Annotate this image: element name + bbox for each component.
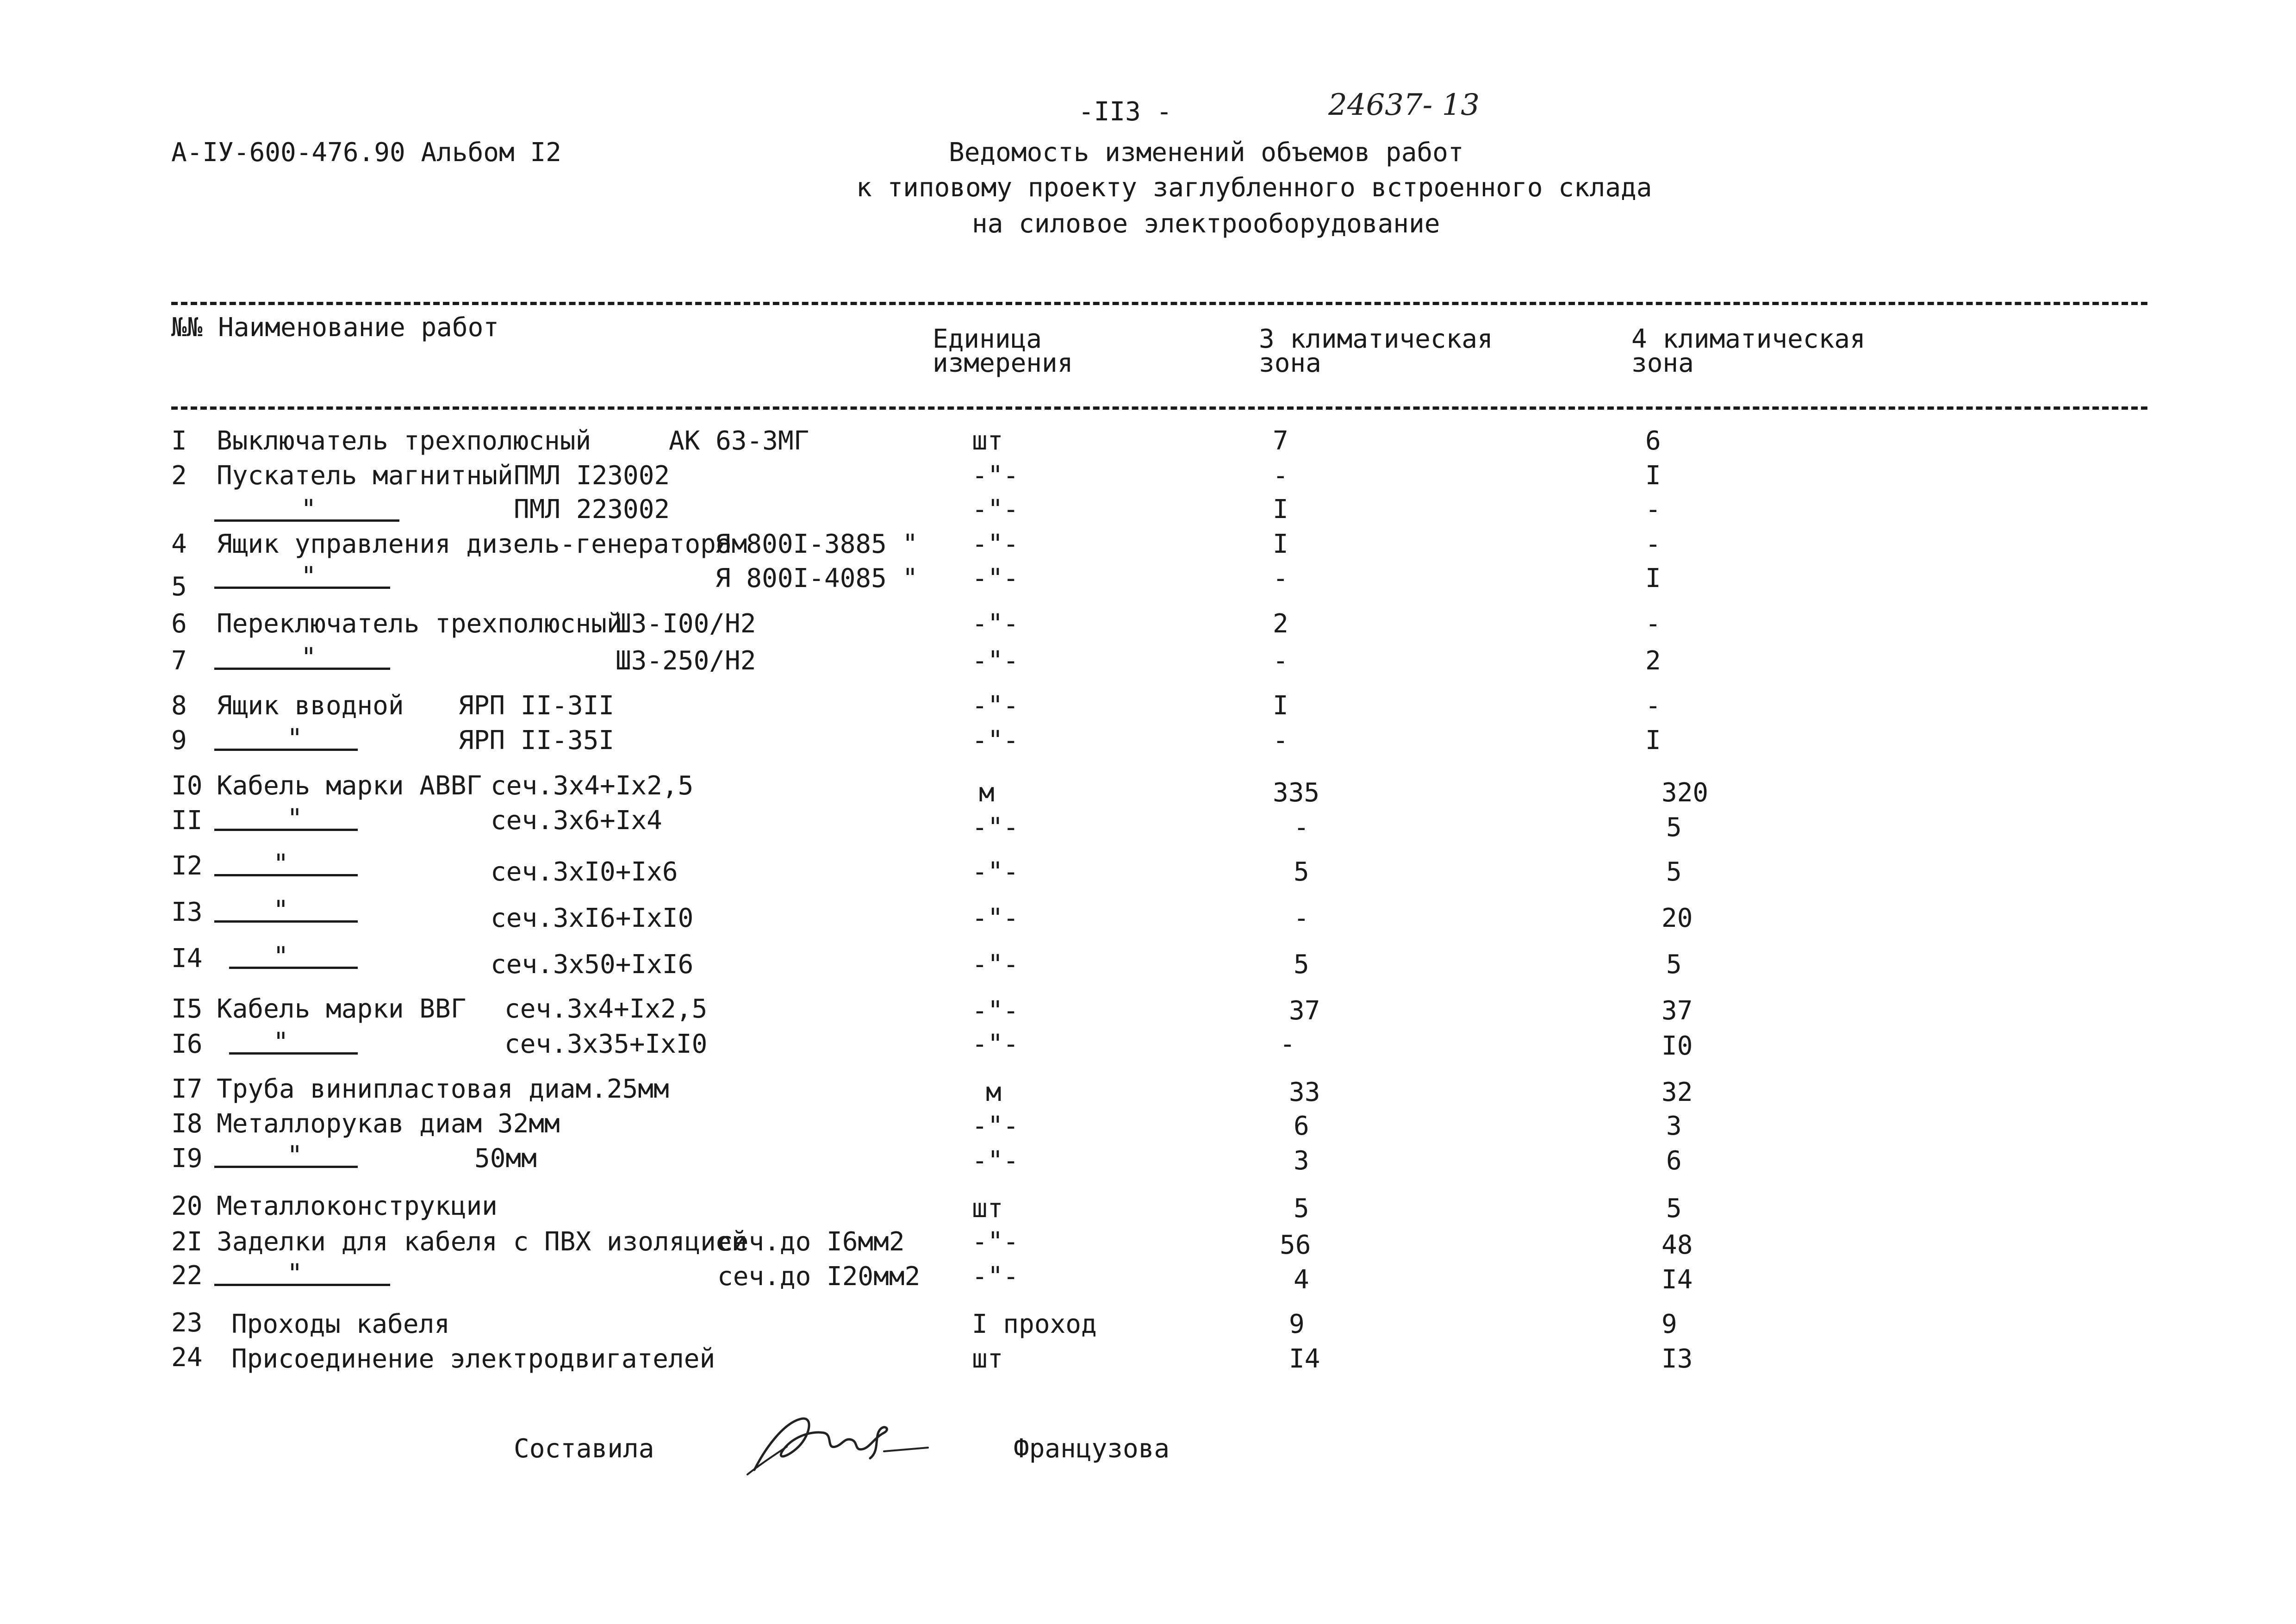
column-header-unit-2: измерения [933,348,1073,378]
row-number: I5 [171,994,203,1024]
row-unit: шт [972,1193,1003,1224]
ditto-mark: " [301,643,317,673]
row-spec: сеч.до I20мм2 [717,1262,921,1292]
row-unit: м [979,778,995,808]
row-zone4: - [1645,691,1661,721]
title-line-3: на силовое электрооборудование [972,209,1440,239]
row-zone3: 5 [1294,857,1309,887]
compiled-by-label: Составила [514,1434,654,1464]
row-spec: сеч.3х4+Iх2,5 [504,994,708,1024]
row-zone3: 6 [1294,1111,1309,1141]
ditto-mark: " [273,895,289,925]
row-zone3: 37 [1289,996,1320,1026]
row-unit: м [986,1077,1002,1107]
row-spec: Я 800I-4085 " [715,563,918,593]
row-zone3: 5 [1294,949,1309,980]
row-unit: -"- [972,1262,1019,1292]
row-number: I0 [171,771,203,801]
row-zone4: 5 [1666,1193,1682,1224]
row-zone4: 48 [1661,1230,1693,1260]
row-zone3: - [1273,646,1288,676]
column-header-unit-1: Единица [933,324,1042,354]
row-number: 2 [171,461,187,491]
row-zone3: I [1273,691,1288,721]
row-unit: -"- [972,646,1019,676]
ditto-underline [229,1052,358,1055]
row-name: Ящик управления дизель-генератором [217,529,747,559]
title-line-1: Ведомость изменений объемов работ [949,137,1464,168]
row-number: 8 [171,691,187,721]
row-number: 4 [171,529,187,559]
row-unit: -"- [972,857,1019,887]
row-zone4: 5 [1666,812,1682,843]
row-unit: -"- [972,563,1019,593]
row-zone4: - [1645,529,1661,559]
row-spec: сеч.3хI0+Iх6 [491,857,678,887]
row-zone4: 9 [1661,1309,1677,1339]
row-zone3: - [1294,812,1309,843]
ditto-mark: " [287,724,303,754]
header-top-dashed-rule [171,302,2147,305]
row-zone4: I [1645,563,1661,593]
row-unit: -"- [972,1227,1019,1257]
handwritten-code: 24637- 13 [1328,88,1480,122]
row-zone4: 3 [1666,1111,1682,1141]
row-zone3: 2 [1273,609,1288,639]
row-spec: ЯРП II-35I [458,725,615,756]
row-unit: -"- [972,949,1019,980]
row-zone4: I [1645,461,1661,491]
row-name: Кабель марки ВВГ [217,994,467,1024]
row-unit: -"- [972,903,1019,933]
row-zone3: 56 [1280,1230,1311,1260]
row-number: II [171,806,203,836]
row-number: 23 [171,1308,203,1338]
row-name: Проходы кабеля [231,1309,450,1339]
row-unit: шт [972,426,1003,456]
row-zone3: 5 [1294,1193,1309,1224]
row-unit: -"- [972,494,1019,525]
row-number: 6 [171,609,187,639]
row-number: I9 [171,1143,203,1174]
handwritten-signature-icon [745,1405,930,1479]
row-unit: -"- [972,691,1019,721]
row-spec: ШЗ-250/Н2 [616,646,756,676]
row-zone4: 20 [1661,903,1693,933]
row-name: Переключатель трехполюсный [217,609,622,639]
row-number: I4 [171,943,203,974]
row-name: Металлорукав диам 32мм [217,1109,560,1139]
row-name: Кабель марки АВВГ [217,771,482,801]
row-number: I8 [171,1109,203,1139]
row-unit: -"- [972,1111,1019,1141]
row-zone4: 6 [1666,1146,1682,1176]
ditto-mark: " [287,1141,303,1171]
row-zone4: 2 [1645,646,1661,676]
row-name: Ящик вводной [217,691,404,721]
row-name: Присоединение электродвигателей [231,1344,716,1374]
row-unit: I проход [972,1309,1097,1339]
row-zone3: I4 [1289,1344,1320,1374]
row-spec: ЯРП II-3II [458,691,615,721]
column-header-name: №№ Наименование работ [171,312,499,343]
title-line-2: к типовому проекту заглубленного встроенного склада [856,173,1652,203]
row-zone3: I [1273,494,1288,525]
row-unit: -"- [972,609,1019,639]
compiler-name: Французова [1014,1434,1170,1464]
row-zone4: 37 [1661,996,1693,1026]
row-spec: сеч.до I6мм2 [717,1227,905,1257]
row-number: I7 [171,1074,203,1104]
row-spec: сеч.3х35+IхI0 [504,1029,708,1059]
ditto-mark: " [287,804,303,834]
header-bottom-dashed-rule [171,406,2147,410]
row-spec: ПМЛ 223002 [514,494,670,525]
row-number: 7 [171,646,187,676]
row-zone4: 320 [1661,778,1709,808]
row-spec: сеч.3хI6+IхI0 [491,903,694,933]
column-header-zone4-2: зона [1631,348,1694,378]
row-zone3: - [1280,1029,1295,1059]
row-zone4: 6 [1645,426,1661,456]
row-zone3: 4 [1294,1265,1309,1295]
ditto-underline [229,967,358,969]
row-unit: -"- [972,725,1019,756]
row-zone3: - [1273,725,1288,756]
row-zone4: 5 [1666,949,1682,980]
ditto-underline [214,1166,358,1168]
ditto-mark: " [301,562,317,592]
row-spec: ШЗ-I00/Н2 [616,609,756,639]
page-number: -II3 - [1078,97,1172,127]
row-spec: сеч.3х50+IхI6 [491,949,694,980]
row-number: I3 [171,897,203,927]
row-number: 24 [171,1343,203,1373]
row-unit: -"- [972,461,1019,491]
row-zone4: 5 [1666,857,1682,887]
ditto-mark: " [273,1027,289,1057]
row-zone3: I [1273,529,1288,559]
ditto-underline [214,829,358,831]
column-header-zone4-1: 4 климатическая [1631,324,1866,354]
row-zone4: I0 [1661,1031,1693,1061]
ditto-mark: " [301,494,317,525]
row-zone4: I [1645,725,1661,756]
column-header-zone3-1: 3 климатическая [1259,324,1493,354]
ditto-mark: " [273,849,289,879]
row-name: Пускатель магнитный [217,461,513,491]
row-unit: -"- [972,812,1019,843]
row-zone3: 9 [1289,1309,1305,1339]
row-number: I2 [171,851,203,881]
row-number: I6 [171,1029,203,1059]
row-zone3: 7 [1273,426,1288,456]
row-zone4: - [1645,494,1661,525]
row-name: Труба винипластовая диам.25мм [217,1074,669,1104]
column-header-zone3-2: зона [1259,348,1321,378]
row-spec: сеч.3х4+Iх2,5 [491,771,694,801]
row-number: 5 [171,572,187,602]
row-zone4: - [1645,609,1661,639]
row-zone4: 32 [1661,1077,1693,1107]
row-number: 2I [171,1227,203,1257]
row-number: 9 [171,725,187,756]
ditto-mark: " [287,1259,303,1289]
row-unit: -"- [972,529,1019,559]
ditto-underline [214,749,358,751]
album-code: А-IУ-600-476.90 Альбом I2 [171,137,561,168]
row-unit: -"- [972,1146,1019,1176]
row-zone4: I3 [1661,1344,1693,1374]
row-zone3: - [1273,461,1288,491]
row-zone3: 33 [1289,1077,1320,1107]
row-zone4: I4 [1661,1265,1693,1295]
row-name: Металлоконструкции [217,1191,498,1221]
row-unit: -"- [972,996,1019,1026]
row-name: Заделки для кабеля с ПВХ изоляцией [217,1227,747,1257]
row-number: I [171,426,187,456]
row-spec: Я 800I-3885 " [715,529,918,559]
row-name: Выключатель трехполюсный [217,426,591,456]
row-unit: шт [972,1344,1003,1374]
row-unit: -"- [972,1029,1019,1059]
row-zone3: - [1294,903,1309,933]
row-zone3: 335 [1273,778,1320,808]
row-zone3: - [1273,563,1288,593]
row-spec: ПМЛ I23002 [514,461,670,491]
row-zone3: 3 [1294,1146,1309,1176]
row-number: 22 [171,1261,203,1291]
ditto-mark: " [273,942,289,972]
row-spec: сеч.3х6+Iх4 [491,806,662,836]
row-number: 20 [171,1191,203,1221]
row-spec: АК 63-3МГ [669,426,809,456]
row-spec: 50мм [474,1143,537,1174]
